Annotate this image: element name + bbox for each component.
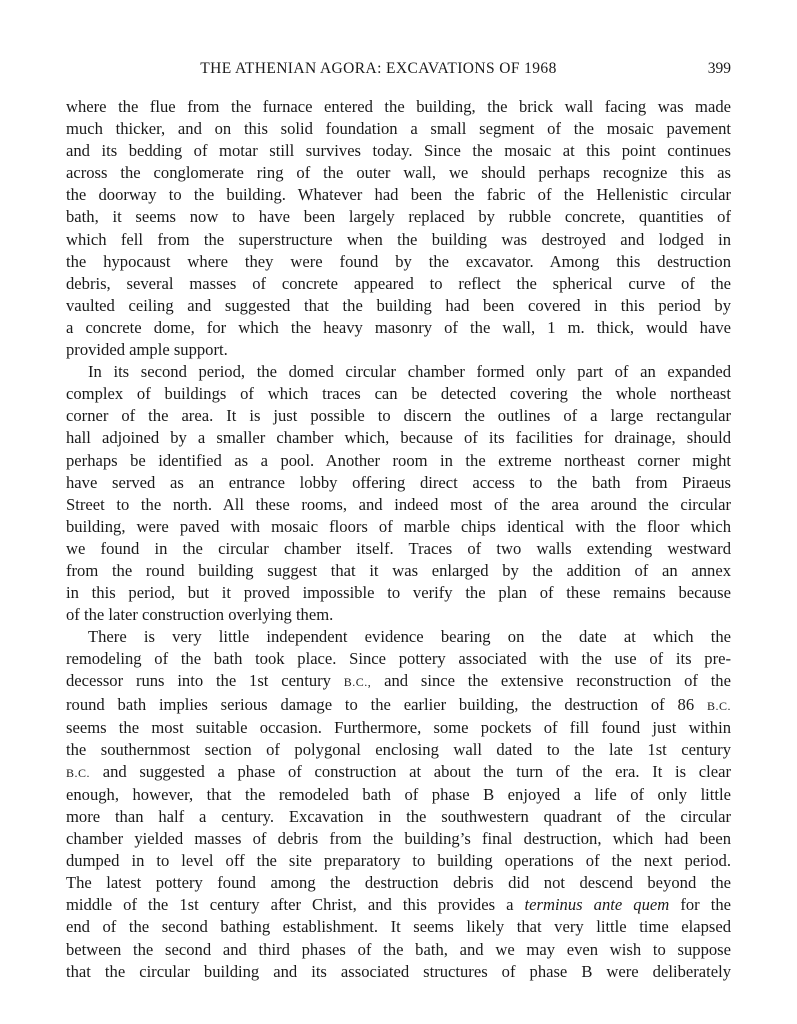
abbreviation-bc: B.C. (66, 765, 91, 780)
text-line: There is very little independent evidence bearing on the date at which the (88, 627, 731, 647)
text-line: we found in the circular chamber itself. Traces of two walls extending westward (66, 538, 731, 558)
text-line: Street to the north. All these rooms, and indeed most of the area around the circular (66, 494, 731, 514)
abbreviation-bc: B.C., (343, 675, 372, 690)
text-line: and its bedding of motar still survives today. Since the mosaic at this point continues (66, 141, 731, 161)
paragraph-3 (66, 626, 731, 983)
italic-term: terminus ante quem (524, 895, 670, 915)
text-line: hall adjoined by a smaller chamber which, because of its facilities for drainage, should (66, 428, 731, 448)
running-title: THE ATHENIAN AGORA: EXCAVATIONS OF 1968 (200, 60, 557, 77)
page-number: 399 (707, 60, 731, 77)
text-fragment: decessor runs into the 1st century (66, 671, 331, 691)
text-line: of the later construction overlying them. (66, 605, 334, 625)
abbreviation-bc: B.C. (706, 698, 731, 713)
text-line: In its second period, the domed circular chamber formed only part of an expanded (88, 362, 731, 382)
text-line: from the round building suggest that it was enlarged by the addition of an annex (66, 560, 731, 580)
text-fragment: and suggested a phase of construction at about the turn of the era. It is clear (102, 761, 732, 781)
text-line (66, 670, 731, 693)
text-line: vaulted ceiling and suggested that the building had been covered in this period by (66, 295, 731, 315)
text-line: debris, several masses of concrete appeared to reflect the spherical curve of the (66, 273, 731, 293)
text-line: much thicker, and on this solid foundation a small segment of the mosaic pavement (66, 119, 731, 139)
text-line: the hypocaust where they were found by the excavator. Among this destruction (66, 251, 731, 271)
text-fragment: and since the extensive reconstruction of the (384, 671, 731, 691)
text-line: building, were paved with mosaic floors of marble chips identical with the floor which (66, 516, 731, 536)
text-line: the doorway to the building. Whatever had been the fabric of the Hellenistic circular (66, 185, 731, 205)
text-line: bath, it seems now to have been largely replaced by rubble concrete, quantities of (66, 207, 731, 227)
text-line: perhaps be identified as a pool. Another room in the extreme northeast corner might (66, 450, 731, 470)
text-line: provided ample support. (66, 340, 228, 360)
text-fragment: middle of the 1st century after Christ, and this provides a (66, 895, 514, 915)
text-line: remodeling of the bath took place. Since pottery associated with the use of its pre- (66, 649, 731, 669)
text-line: have served as an entrance lobby offering direct access to the bath from Piraeus (66, 472, 731, 492)
text-line (66, 761, 731, 784)
text-line: chamber yielded masses of debris from the building’s final destruction, which had been (66, 829, 731, 849)
text-line: the southernmost section of polygonal enclosing wall dated to the late 1st century (66, 739, 731, 759)
text-line: dumped in to level off the site preparatory to building operations of the next period. (66, 851, 731, 871)
running-header (66, 60, 731, 82)
text-line: seems the most suitable occasion. Furthermore, some pockets of fill found just within (66, 717, 731, 737)
text-fragment: round bath implies serious damage to the earlier building, the destruction of 86 (66, 694, 695, 714)
text-line: more than half a century. Excavation in the southwestern quadrant of the circular (66, 807, 731, 826)
text-line (66, 894, 731, 916)
text-line: across the conglomerate ring of the outer wall, we should perhaps recognize this as (66, 163, 731, 183)
text-line: corner of the area. It is just possible to discern the outlines of a large rectangular (66, 406, 731, 426)
text-line: end of the second bathing establishment. It seems likely that very little time elapsed (66, 917, 731, 937)
text-line: The latest pottery found among the destruction debris did not descend beyond the (66, 873, 731, 893)
text-line: in this period, but it proved impossible to verify the plan of these remains because (66, 583, 731, 603)
text-line: which fell from the superstructure when the building was destroyed and lodged in (66, 229, 731, 249)
article-body (66, 96, 731, 983)
text-line: complex of buildings of which traces can be detected covering the whole northeast (66, 384, 731, 404)
text-fragment: for the (680, 895, 731, 915)
text-line: where the flue from the furnace entered the building, the brick wall facing was made (66, 97, 731, 116)
text-line: enough, however, that the remodeled bath of phase B enjoyed a life of only little (66, 784, 731, 804)
text-line (66, 694, 731, 717)
paragraph-1 (66, 96, 731, 361)
text-line: between the second and third phases of the bath, and we may even wish to suppose (66, 939, 731, 959)
paragraph-2 (66, 361, 731, 626)
text-line: a concrete dome, for which the heavy masonry of the wall, 1 m. thick, would have (66, 317, 731, 337)
text-line: that the circular building and its associated structures of phase B were deliberately (66, 961, 731, 981)
